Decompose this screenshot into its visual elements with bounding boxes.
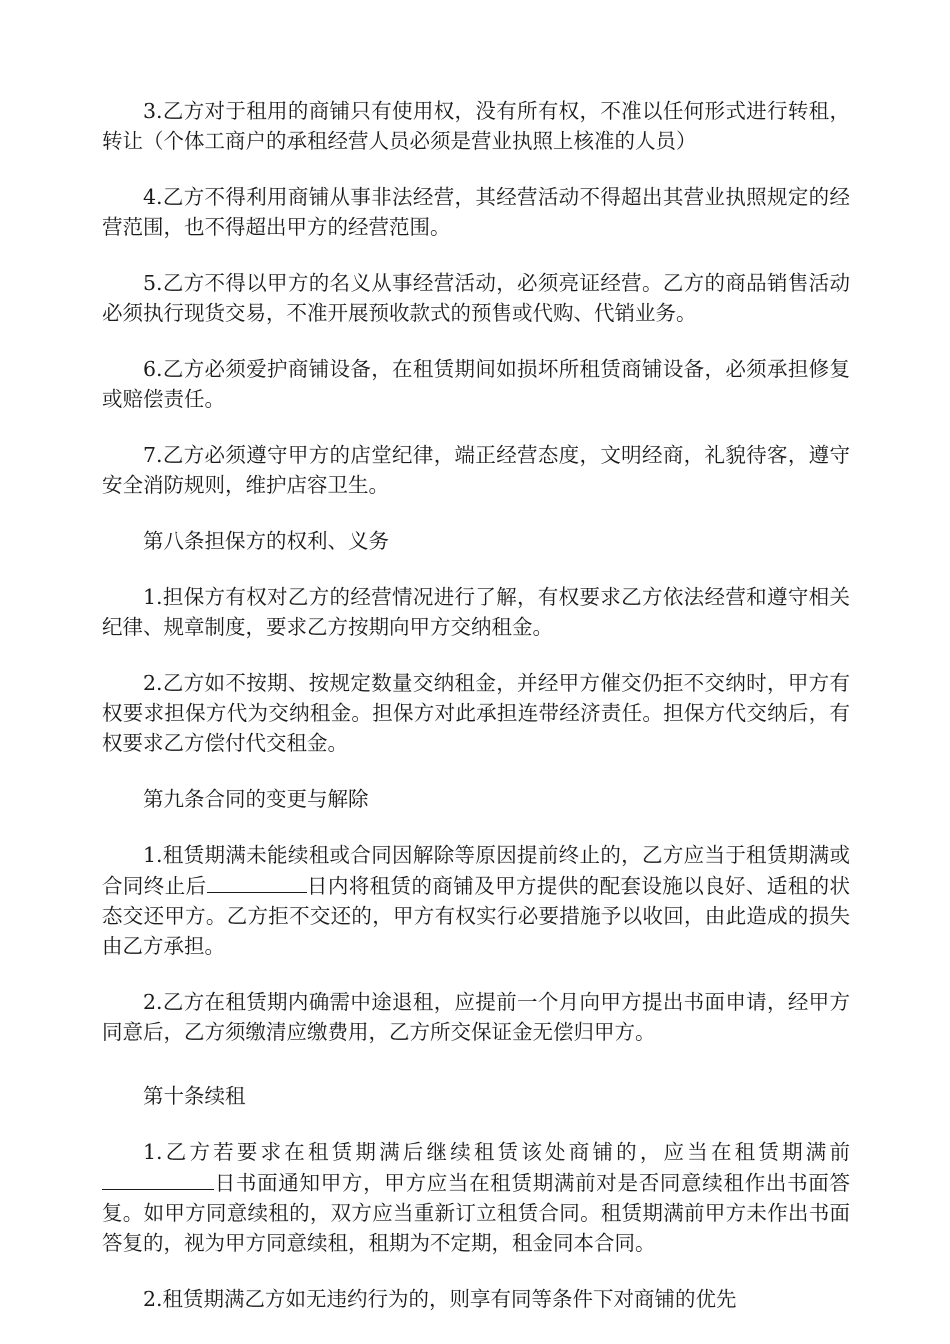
article-10-item-2: 2.租赁期满乙方如无违约行为的，则享有同等条件下对商铺的优先: [143, 1287, 737, 1311]
article-9-item-1-text-b: 日内将租赁的商铺及甲方提供的配套设施以良好、适租的状态交还甲方。乙方拒不交还的，甲方有权实行必要措施予以收回，由此造成的损失由乙方承担。: [102, 874, 851, 958]
clause-7-item-3: 3.乙方对于租用的商铺只有使用权，没有所有权，不准以任何形式进行转租，转让（个体工商户的承租经营人员必须是营业执照上核准的人员）: [102, 99, 850, 153]
document-page: [102, 96, 850, 1340]
article-10-item-1-text-a: 1.乙方若要求在租赁期满后继续租赁该处商铺的，应当在租赁期满前: [143, 1140, 850, 1164]
clause-7-item-4: 4.乙方不得利用商铺从事非法经营，其经营活动不得超出其营业执照规定的经营范围，也不得超出甲方的经营范围。: [102, 185, 850, 239]
article-9-item-1: [102, 840, 850, 961]
article-9-item-2: 2.乙方在租赁期内确需中途退租，应提前一个月向甲方提出书面申请，经甲方同意后，乙方须缴清应缴费用，乙方所交保证金无偿归甲方。: [102, 990, 850, 1044]
days-blank-field: [207, 870, 307, 893]
article-9-item-1-text-a: 1.租赁期满未能续租或合同因解除等原因提前终止的，乙方应当于租赁期满或合同终止后: [102, 843, 850, 898]
article-10-heading: 第十条续租: [143, 1084, 246, 1108]
article-8-item-2: 2.乙方如不按期、按规定数量交纳租金，并经甲方催交仍拒不交纳时，甲方有权要求担保方代为交纳租金。担保方对此承担连带经济责任。担保方代交纳后，有权要求乙方偿付代交租金。: [102, 671, 850, 755]
clause-7-item-5: 5.乙方不得以甲方的名义从事经营活动，必须亮证经营。乙方的商品销售活动必须执行现货交易，不准开展预收款式的预售或代购、代销业务。: [102, 271, 850, 325]
article-10-item-1-text-b: 日书面通知甲方，甲方应当在租赁期满前对是否同意续租作出书面答复。如甲方同意续租的，双方应当重新订立租赁合同。租赁期满前甲方未作出书面答复的，视为甲方同意续租，租期为不定期，租金同本合同。: [102, 1171, 850, 1255]
article-10-item-1: [102, 1137, 850, 1258]
clause-7-item-7: 7.乙方必须遵守甲方的店堂纪律，端正经营态度，文明经商，礼貌待客，遵守安全消防规则，维护店容卫生。: [102, 443, 850, 497]
article-9-heading: 第九条合同的变更与解除: [143, 787, 369, 811]
article-8-item-1: 1.担保方有权对乙方的经营情况进行了解，有权要求乙方依法经营和遵守相关纪律、规章制度，要求乙方按期向甲方交纳租金。: [102, 585, 850, 639]
clause-7-item-6: 6.乙方必须爱护商铺设备，在租赁期间如损坏所租赁商铺设备，必须承担修复或赔偿责任。: [102, 357, 850, 411]
notice-days-blank-field: [102, 1167, 214, 1190]
article-8-heading: 第八条担保方的权利、义务: [143, 529, 389, 553]
